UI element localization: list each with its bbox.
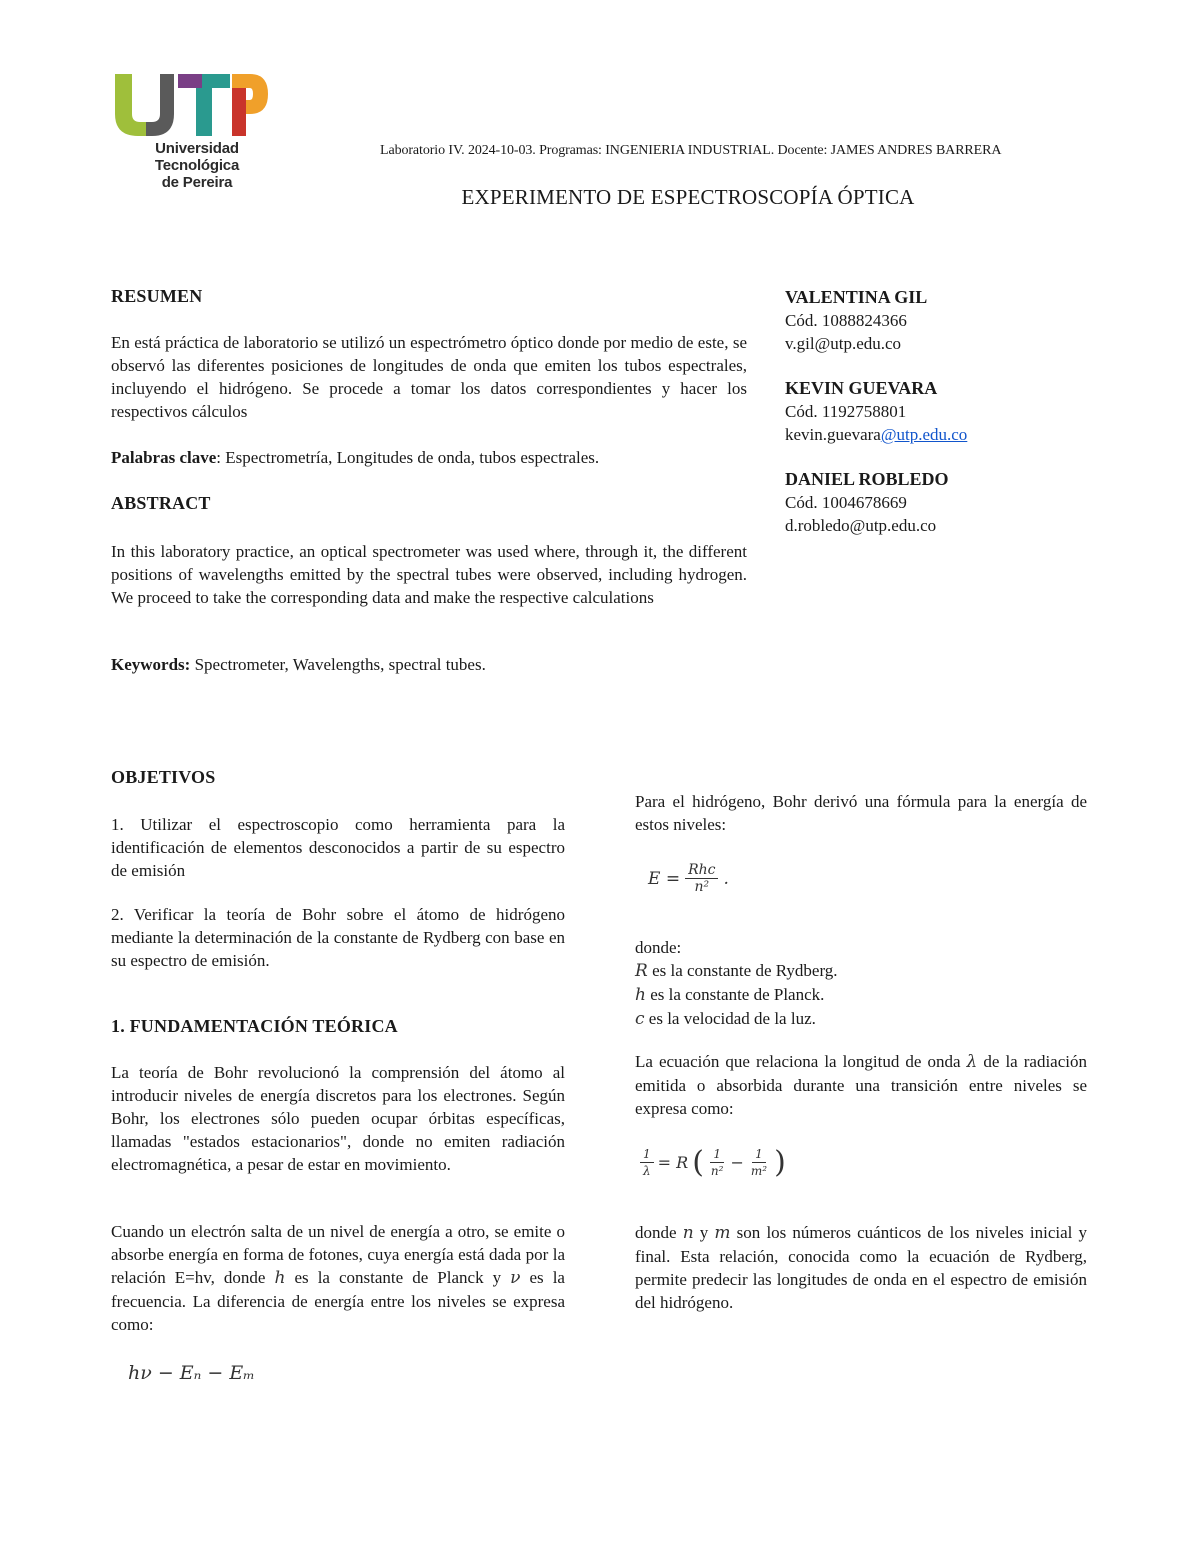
abstract-body: In this laboratory practice, an optical spectrometer was used where, through it, the different positions of wavelengths emitted by the spectral tubes were observed, including hydrogen. We proceed to take the corresponding data and make the respective calculations bbox=[111, 542, 747, 607]
right-p3: donde n y m son los números cuánticos de los niveles inicial y final. Esta relación, conocida como la ecuación de Rydberg, permite predecir las longitudes de onda en el espectro de emisión del hidrógeno. bbox=[635, 1223, 1088, 1312]
page-title: EXPERIMENTO DE ESPECTROSCOPÍA ÓPTICA bbox=[461, 185, 915, 209]
right-p1: Para el hidrógeno, Bohr derivó una fórmula para la energía de estos niveles: bbox=[635, 792, 1087, 834]
keywords-label: Palabras clave bbox=[111, 448, 217, 467]
author-name: VALENTINA GIL bbox=[785, 287, 928, 307]
abstract-heading: ABSTRACT bbox=[111, 493, 211, 513]
keywords-label: Keywords: bbox=[111, 655, 191, 674]
author-email: kevin.guevara@utp.edu.co bbox=[785, 425, 968, 444]
author-code: Cód. 1004678669 bbox=[785, 493, 907, 512]
equation-energy-difference: hν − Eₙ − Eₘ bbox=[128, 1362, 255, 1384]
author-block bbox=[785, 468, 1105, 537]
author-block bbox=[785, 286, 1105, 355]
keywords-text: Spectrometer, Wavelengths, spectral tubes. bbox=[190, 655, 486, 674]
email-link[interactable]: @utp.edu.co bbox=[880, 425, 968, 444]
author-block bbox=[785, 377, 1105, 446]
author-code: Cód. 1088824366 bbox=[785, 311, 907, 330]
objetivo-item-2: 2. Verificar la teoría de Bohr sobre el átomo de hidrógeno mediante la determinación de la constante de Rydberg con base en su espectro de emisión. bbox=[111, 905, 565, 970]
abstract-keywords bbox=[111, 653, 747, 676]
equation-bohr-energy: E = $\frac{\text{Rhc}}{\text{n²}}$ . bbox=[648, 862, 729, 895]
right-p2: La ecuación que relaciona la longitud de onda λ de la radiación emitida o absorbida durante una transición entre niveles se expresa como: bbox=[635, 1052, 1087, 1118]
resumen-keywords bbox=[111, 446, 747, 469]
header-info: Laboratorio IV. 2024-10-03. Programas: INGENIERIA INDUSTRIAL. Docente: JAMES ANDRES BARRERA bbox=[380, 143, 1002, 158]
author-name: KEVIN GUEVARA bbox=[785, 378, 938, 398]
fundamentacion-p2: Cuando un electrón salta de un nivel de energía a otro, se emite o absorbe energía en forma de fotones, cuya energía está dada por la relación E=hv, donde h es la constante de Planck y ν es la frecuencia. La diferencia de energía entre los niveles se expresa como: bbox=[111, 1222, 565, 1334]
author-email: d.robledo@utp.edu.co bbox=[785, 516, 937, 535]
equation-rydberg: $\frac{1}{\lambda}$ = R ( $\frac{1}{\text{n²}}$ − $\frac{1}{\text{m²}}$ ) bbox=[640, 1146, 786, 1179]
resumen-body: En está práctica de laboratorio se utilizó un espectrómetro óptico donde por medio de este, se observó las diferentes posiciones de longitudes de onda que emiten los tubos espectrales, incluyendo el hidrógeno. Se procede a tomar los datos correspondientes y hacer los respectivos cálculos bbox=[111, 333, 747, 421]
keywords-text: : Espectrometría, Longitudes de onda, tubos espectrales. bbox=[216, 448, 600, 467]
author-code: Cód. 1192758801 bbox=[785, 402, 907, 421]
logo-text: Universidad Tecnológica de Pereira bbox=[154, 140, 240, 191]
author-email: v.gil@utp.edu.co bbox=[785, 334, 902, 353]
definitions: donde: R es la constante de Rydberg. h es la constante de Planck. c es la velocidad de la luz. bbox=[635, 938, 838, 1029]
fundamentacion-heading: 1. FUNDAMENTACIÓN TEÓRICA bbox=[111, 1016, 398, 1036]
author-name: DANIEL ROBLEDO bbox=[785, 469, 949, 489]
objetivos-heading: OBJETIVOS bbox=[111, 767, 216, 787]
fundamentacion-p1: La teoría de Bohr revolucionó la comprensión del átomo al introducir niveles de energía discretos para los electrones. Según Bohr, los electrones sólo pueden ocupar órbitas específicas, llamadas "estados estacionarios", donde no emiten radiación electromagnética, a pesar de estar en movimiento. bbox=[111, 1063, 565, 1174]
objetivo-item-1: 1. Utilizar el espectroscopio como herramienta para la identificación de elementos desconocidos a partir de su espectro de emisión bbox=[111, 815, 565, 880]
resumen-heading: RESUMEN bbox=[111, 286, 203, 306]
